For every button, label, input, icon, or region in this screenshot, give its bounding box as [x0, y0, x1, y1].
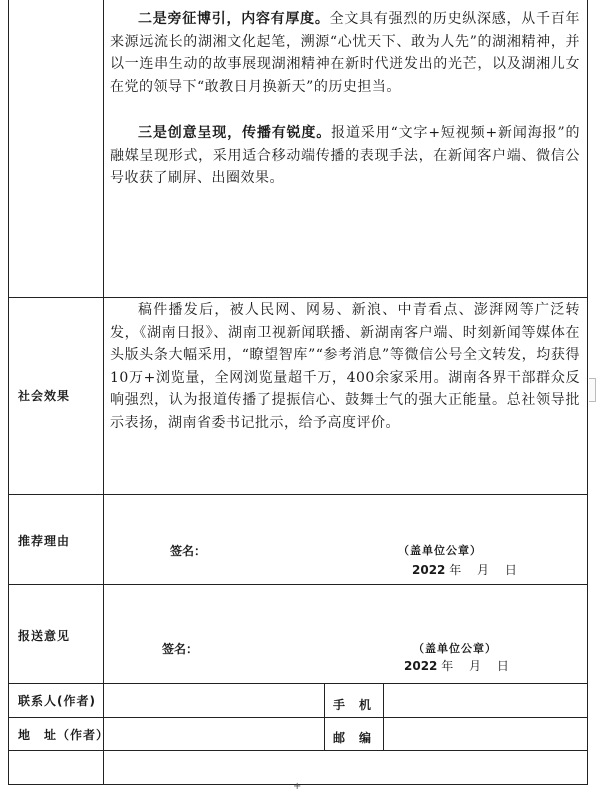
submit-date-suffix: 年 月 日	[441, 659, 509, 673]
recommend-sign-label: 签名：	[170, 544, 207, 558]
postcode-label: 邮 编	[333, 731, 373, 745]
contact-mid-divider	[324, 683, 325, 750]
recommend-label: 推荐理由	[18, 534, 71, 548]
table-right-border	[587, 0, 588, 785]
table-label-divider	[103, 0, 104, 785]
submit-stamp-note: （盖单位公章）	[413, 642, 497, 655]
address-field[interactable]	[104, 718, 323, 749]
plus-icon: +	[293, 781, 302, 792]
recommend-stamp-note: （盖单位公章）	[398, 544, 482, 557]
paragraph-3-body: 报道采用“文字+短视频+新闻海报”的融媒呈现形式，采用适合移动端传播的表现手法，在新闻客户端、微信公号收获了刷屏、出圈效果。	[110, 125, 581, 186]
paragraph-2-body: 全文具有强烈的历史纵深感，从千百年来源远流长的湖湘文化起笔，溯源“心忧天下、敢为人先”的湖湘精神，并以一连串生动的故事展现湖湘精神在新时代迸发出的光芒，以及湖湘儿女在党的领导下“敢教日月换新天”的历史担当。	[110, 11, 581, 95]
row-divider-1	[8, 297, 588, 298]
row-divider-3	[8, 584, 588, 585]
social-effect-text: 稿件播发后，被人民网、网易、新浪、中青看点、澎湃网等广泛转发，《湖南日报》、湖南卫视新闻联播、新湖南客户端、时刻新闻等媒体在头版头条大幅采用，“瞭望智库”“参考消息”等微信公号全文转发，均获得10万+浏览量，全网浏览量超千万，400余家采用。湖南各界干部群众反响强烈，认为报道传播了提振信心、鼓舞士气的强大正能量。总社领导批示表扬，湖南省委书记批示，给予高度评价。	[110, 302, 580, 431]
postcode-field[interactable]	[384, 718, 586, 749]
recommend-date	[412, 561, 517, 578]
submit-date	[404, 657, 509, 674]
address-label: 地 址（作者）	[18, 728, 110, 742]
page-edge-marker	[589, 378, 596, 402]
social-effect-label: 社会效果	[18, 389, 71, 403]
row-divider-2	[8, 494, 588, 495]
contact-person-label: 联系人(作者)	[18, 694, 96, 708]
phone-field[interactable]	[384, 684, 586, 716]
submit-opinion-label: 报送意见	[18, 629, 71, 643]
content-paragraph-2	[110, 8, 580, 98]
submit-sign-label: 签名：	[162, 642, 199, 656]
paragraph-2-lead: 二是旁征博引，内容有厚度。	[138, 11, 330, 27]
content-paragraph-3	[110, 122, 580, 190]
contact-person-field[interactable]	[104, 684, 323, 716]
recommend-date-suffix: 年 月 日	[449, 563, 517, 577]
phone-label: 手 机	[333, 698, 373, 712]
table-left-border	[8, 0, 9, 785]
blank-row-field[interactable]	[104, 751, 586, 783]
recommend-year: 2022	[412, 563, 446, 577]
paragraph-3-lead: 三是创意呈现，传播有锐度。	[138, 125, 332, 141]
submit-year: 2022	[404, 659, 438, 673]
